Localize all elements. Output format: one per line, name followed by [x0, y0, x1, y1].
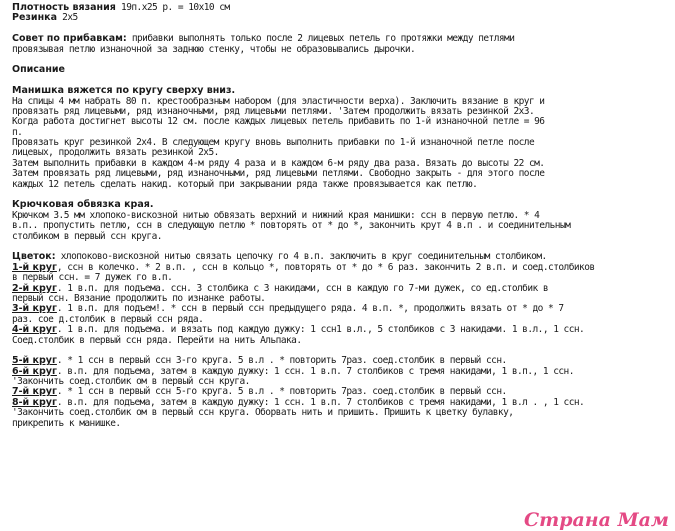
edging-text-line: Крючком 3.5 мм хлопоко-вискозной нитью обвязать верхний и нижний края манишки: ссн в первую петлю. * 4 — [12, 209, 540, 221]
round-label: 8-й круг — [12, 396, 57, 408]
bib-heading: Манишка вяжется по кругу сверху вниз. — [12, 85, 236, 97]
rib-line — [12, 13, 672, 23]
bib-paragraph — [12, 97, 672, 191]
tip-line-2: провязывая петлю изнаночной за заднюю стенку, чтобы не образовывались дырочки. — [12, 43, 416, 55]
edging-heading: Крючковая обвязка края. — [12, 199, 154, 211]
bib-text-line: каждых 12 петель сделать накид. который при закрывании ряда также провязывается как петлю. — [12, 178, 478, 190]
density-label: Плотность вязания — [12, 2, 116, 13]
round-continuation-line: прикрепить к манишке. — [12, 417, 121, 429]
round-line — [12, 325, 672, 335]
bib-heading-line — [12, 86, 672, 96]
round-text: . в.п. для подъема, затем в каждую дужку: 1 ссн. 1 в.п. 7 столбиков с тремя накидами, 1 в.п., 1 ссн. — [56, 365, 574, 377]
bib-text-line: Затем выполнить прибавки в каждом 4-м ряду 4 раза и в каждом 6-м ряду два раза. Вязать до высоты 22 см. — [12, 157, 545, 169]
tip-line — [12, 34, 672, 44]
bib-text-line: лицевых, продолжить вязать резинкой 2х5. — [12, 147, 219, 159]
description-heading: Описание — [12, 64, 66, 76]
flower-intro: хлопоково-вискозной нитью связать цепочку го 4 в.п. заключить в круг соединительным столбиком. — [55, 251, 547, 263]
round-text: . * 1 ссн в первый ссн 3-го круга. 5 в.л . * повторить 7раз. соед.столбик в первый ссн. — [56, 355, 507, 367]
round-continuation-line: 'Закончить соед.столбик ом в первый ссн круга. — [12, 376, 250, 388]
bib-text-line: п. — [12, 126, 23, 138]
flower-label: Цветок: — [12, 251, 56, 263]
round-continuation-line: раз. соe д.столбик в первый ссн ряда. — [12, 313, 204, 325]
round-text: . 1 в.п. для подъема. и вязать под каждую дужку: 1 ссн1 в.л., 5 столбиков с 3 накидами. 1 в.л., 1 ссн. — [56, 324, 585, 336]
bib-text-line: Когда работа достигнет высоты 12 см. после каждых лицевых петель прибавить по 1-й изнаночной петле = 96 — [12, 116, 545, 128]
pattern-document — [12, 3, 672, 429]
round-label: 5-й круг — [12, 355, 57, 367]
round-continuation-line: Соед.столбик в первый ссн ряда. Перейти на нить Альпака. — [12, 334, 302, 346]
tip-label: Совет по прибавкам: — [12, 33, 127, 45]
edging-paragraph — [12, 211, 672, 242]
rib-label: Резинка — [12, 12, 58, 24]
bib-text-line: На спицы 4 мм набрать 80 п. крестообразным набором (для эластичности верха). Заключить вязание в круг и — [12, 95, 545, 107]
round-text: . в.п. для подъема, затем в каждую дужку: 1 ссн. 1 в.п. 7 столбиков с тремя накидами, 1 в.л . , 1 ссн. — [56, 396, 585, 408]
rib-value: 2х5 — [57, 12, 78, 24]
round-label: 4-й круг — [12, 324, 57, 336]
round-text: . 1 в.п. для подъем!. * ссн в первый ссн предыдущего ряда. 4 в.п. *, продолжить вязать от * до * 7 — [56, 303, 564, 315]
tip-text: прибавки выполнять только после 2 лицевых петель го протяжки между петлями — [126, 33, 515, 45]
round-label: 1-й круг — [12, 261, 57, 273]
description-line — [12, 65, 672, 75]
round-label: 7-й круг — [12, 386, 57, 398]
density-line — [12, 3, 672, 13]
bib-text-line: Провязать круг резинкой 2х4. В следующем кругу вновь выполнить прибавки по 1-й изнаночной петле после — [12, 137, 535, 149]
round-continuation-line: 'Закончить соед.столбик ом в первый ссн круга. Оборвать нить и пришить. Пришить к цветку булавку, — [12, 407, 514, 419]
round-continuation-line: в первый ссн. = 7 дужек го в.п. — [12, 272, 173, 284]
bib-text-line: провязать ряд лицевыми, ряд изнаночными, ряд лицевыми петлями. 'Затем продолжить вязать резинкой 2х3. — [12, 105, 535, 117]
flower-rounds-5-8 — [12, 356, 672, 429]
round-continuation-line: первый ссн. Вязание продолжить по изнанке работы. — [12, 292, 266, 304]
edging-text-line: в.п.. пропустить петлю, ссн в следующую петлю * повторять от * до *, закончить крут 4 в.п . и соединительным — [12, 220, 571, 232]
round-text: . * 1 ссн в первый ссн 5-го круга. 5 в.л . * повторить 7раз. соед.столбик в первый ссн. — [56, 386, 507, 398]
round-label: 6-й круг — [12, 365, 57, 377]
round-text: , ссн в колечко. * 2 в.п. , ссн в кольцо *, повторять от * до * 6 раз. закончить 2 в.п. и соед.столбиков — [56, 261, 595, 273]
edging-text-line: столбиком в первый ссн круга. — [12, 230, 162, 242]
density-value: 19п.х25 р. = 10х10 см — [115, 2, 230, 13]
site-watermark-logo: Страна Мам — [523, 508, 669, 531]
round-text: . 1 в.п. для подъема. ссн. 3 столбика с 3 накидами, ссн в каждую го 7-ми дужек, со ед.столбик в — [56, 282, 549, 294]
flower-rounds-1-4 — [12, 263, 672, 346]
round-label: 2-й круг — [12, 282, 57, 294]
round-label: 3-й круг — [12, 303, 57, 315]
bib-text-line: Затем провязать ряд лицевыми, ряд изнаночными, ряд лицевыми петлями. Свободно закрыть - для этого после — [12, 168, 545, 180]
